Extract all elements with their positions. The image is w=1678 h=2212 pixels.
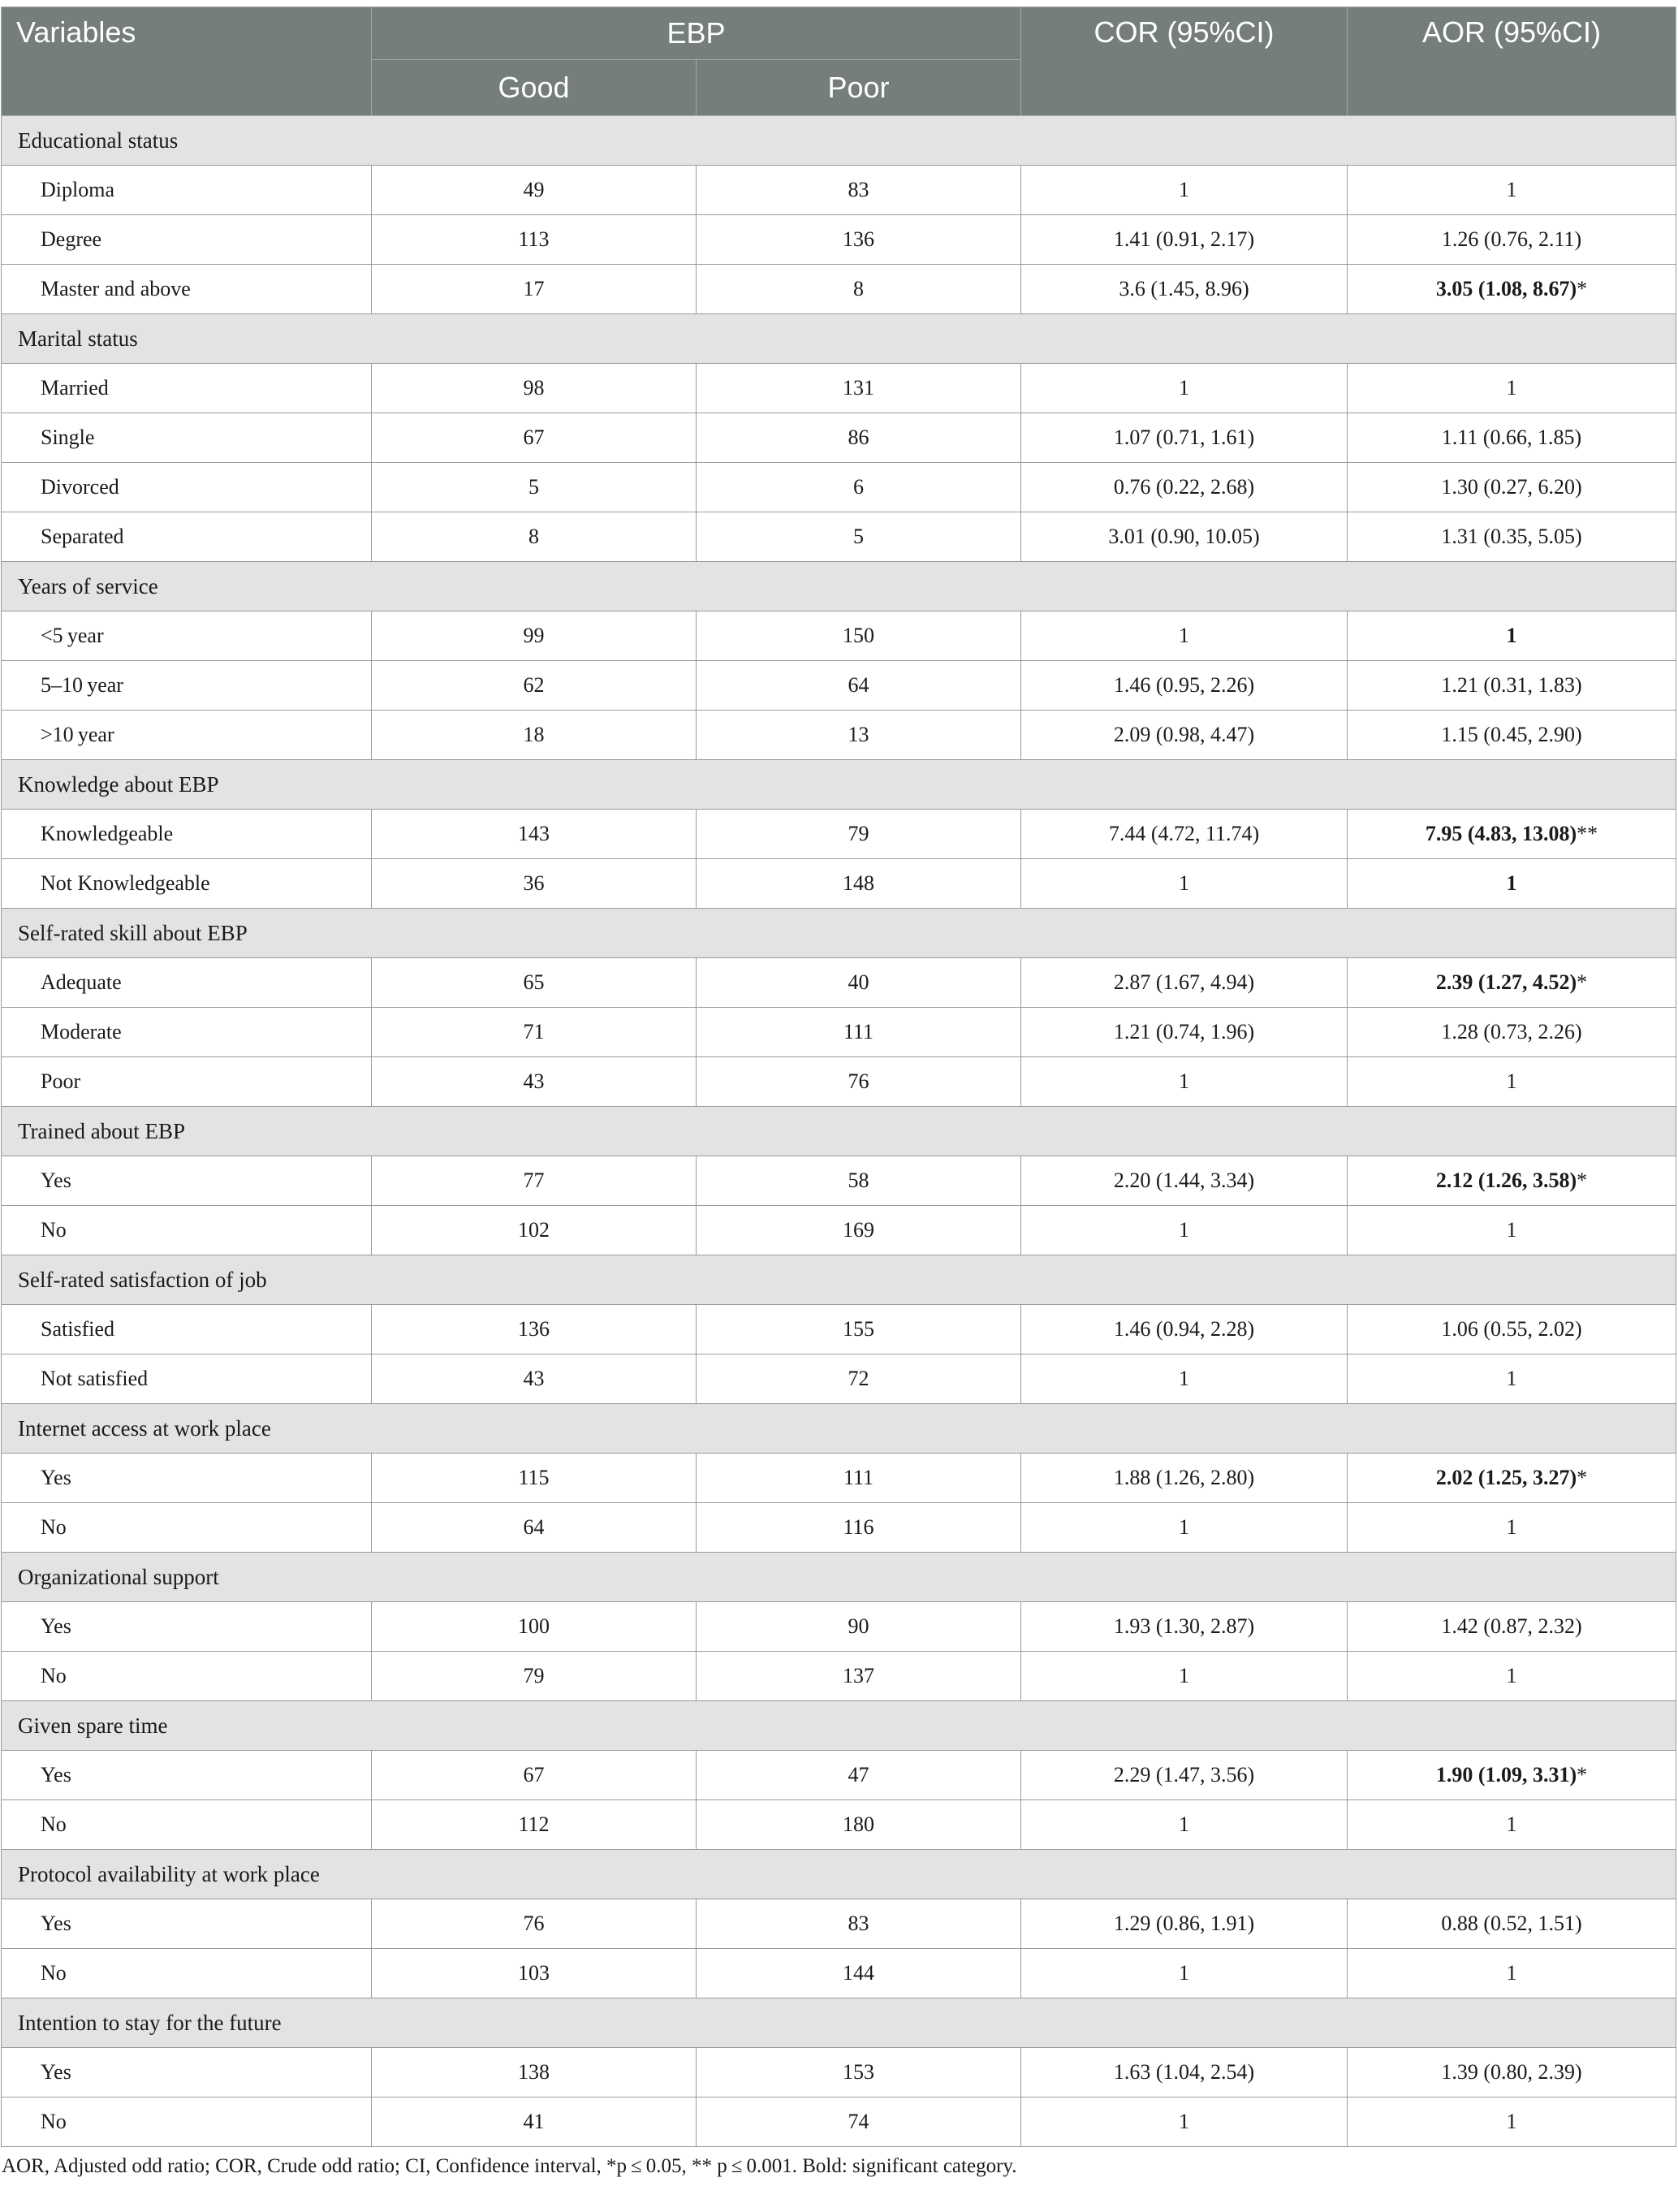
good-count: 103 bbox=[372, 1949, 697, 1998]
aor-cell bbox=[1348, 1057, 1676, 1107]
category-label: Years of service bbox=[2, 562, 1676, 611]
category-row bbox=[2, 1553, 1676, 1602]
good-count: 49 bbox=[372, 166, 697, 215]
table-row bbox=[2, 958, 1676, 1008]
cor-value: 1 bbox=[1021, 1503, 1348, 1553]
variable-level: No bbox=[2, 1652, 372, 1701]
aor-value: 1 bbox=[1506, 376, 1517, 400]
category-label: Trained about EBP bbox=[2, 1107, 1676, 1156]
aor-cell bbox=[1348, 1156, 1676, 1206]
good-count: 112 bbox=[372, 1800, 697, 1850]
variable-level: Yes bbox=[2, 1156, 372, 1206]
variable-level: Yes bbox=[2, 2048, 372, 2098]
poor-count: 136 bbox=[697, 215, 1021, 265]
poor-count: 72 bbox=[697, 1354, 1021, 1404]
header-good: Good bbox=[372, 60, 697, 116]
table-row bbox=[2, 1057, 1676, 1107]
variable-level: No bbox=[2, 2098, 372, 2147]
table-row bbox=[2, 1899, 1676, 1949]
significance-marker: * bbox=[1577, 1169, 1588, 1192]
variable-level: Yes bbox=[2, 1602, 372, 1652]
significance-marker: * bbox=[1577, 1763, 1588, 1786]
variable-level: <5 year bbox=[2, 611, 372, 661]
poor-count: 116 bbox=[697, 1503, 1021, 1553]
good-count: 67 bbox=[372, 1751, 697, 1800]
cor-value: 1 bbox=[1021, 364, 1348, 413]
category-row bbox=[2, 1998, 1676, 2048]
table-row bbox=[2, 1008, 1676, 1057]
table-row bbox=[2, 1454, 1676, 1503]
header-poor: Poor bbox=[697, 60, 1021, 116]
poor-count: 137 bbox=[697, 1652, 1021, 1701]
cor-value: 1 bbox=[1021, 1652, 1348, 1701]
header-variables: Variables bbox=[2, 7, 372, 116]
cor-value: 2.29 (1.47, 3.56) bbox=[1021, 1751, 1348, 1800]
cor-value: 1.07 (0.71, 1.61) bbox=[1021, 413, 1348, 463]
good-count: 67 bbox=[372, 413, 697, 463]
variable-level: Yes bbox=[2, 1751, 372, 1800]
cor-value: 1.93 (1.30, 2.87) bbox=[1021, 1602, 1348, 1652]
variable-level: Single bbox=[2, 413, 372, 463]
table-header bbox=[2, 7, 1676, 116]
poor-count: 169 bbox=[697, 1206, 1021, 1255]
good-count: 8 bbox=[372, 512, 697, 562]
category-row bbox=[2, 1107, 1676, 1156]
category-row bbox=[2, 562, 1676, 611]
cor-value: 1.21 (0.74, 1.96) bbox=[1021, 1008, 1348, 1057]
variable-level: Degree bbox=[2, 215, 372, 265]
cor-value: 1 bbox=[1021, 1949, 1348, 1998]
poor-count: 64 bbox=[697, 661, 1021, 711]
aor-cell bbox=[1348, 2048, 1676, 2098]
table-row bbox=[2, 463, 1676, 512]
aor-value: 0.88 (0.52, 1.51) bbox=[1441, 1912, 1582, 1935]
cor-value: 1.88 (1.26, 2.80) bbox=[1021, 1454, 1348, 1503]
poor-count: 153 bbox=[697, 2048, 1021, 2098]
cor-value: 1 bbox=[1021, 1057, 1348, 1107]
table-row bbox=[2, 1949, 1676, 1998]
category-label: Educational status bbox=[2, 116, 1676, 166]
good-count: 65 bbox=[372, 958, 697, 1008]
aor-cell bbox=[1348, 1008, 1676, 1057]
good-count: 17 bbox=[372, 265, 697, 314]
aor-cell bbox=[1348, 265, 1676, 314]
aor-value: 1 bbox=[1506, 178, 1517, 201]
poor-count: 6 bbox=[697, 463, 1021, 512]
aor-cell bbox=[1348, 1503, 1676, 1553]
aor-cell bbox=[1348, 1305, 1676, 1354]
aor-cell bbox=[1348, 958, 1676, 1008]
aor-cell bbox=[1348, 215, 1676, 265]
table-row bbox=[2, 711, 1676, 760]
poor-count: 180 bbox=[697, 1800, 1021, 1850]
aor-cell bbox=[1348, 661, 1676, 711]
variable-level: Master and above bbox=[2, 265, 372, 314]
category-row bbox=[2, 314, 1676, 364]
aor-cell bbox=[1348, 1949, 1676, 1998]
aor-value: 7.95 (4.83, 13.08) bbox=[1425, 822, 1577, 845]
poor-count: 148 bbox=[697, 859, 1021, 909]
aor-value: 1.06 (0.55, 2.02) bbox=[1441, 1317, 1582, 1341]
table-row bbox=[2, 1602, 1676, 1652]
cor-value: 1 bbox=[1021, 1206, 1348, 1255]
cor-value: 2.87 (1.67, 4.94) bbox=[1021, 958, 1348, 1008]
aor-cell bbox=[1348, 463, 1676, 512]
variable-level: Yes bbox=[2, 1454, 372, 1503]
poor-count: 144 bbox=[697, 1949, 1021, 1998]
aor-value: 1.30 (0.27, 6.20) bbox=[1441, 475, 1582, 499]
poor-count: 131 bbox=[697, 364, 1021, 413]
aor-value: 1.15 (0.45, 2.90) bbox=[1441, 723, 1582, 746]
cor-value: 0.76 (0.22, 2.68) bbox=[1021, 463, 1348, 512]
poor-count: 111 bbox=[697, 1008, 1021, 1057]
poor-count: 79 bbox=[697, 810, 1021, 859]
cor-value: 1.29 (0.86, 1.91) bbox=[1021, 1899, 1348, 1949]
category-row bbox=[2, 1404, 1676, 1454]
good-count: 98 bbox=[372, 364, 697, 413]
aor-value: 1.11 (0.66, 1.85) bbox=[1441, 426, 1582, 449]
good-count: 62 bbox=[372, 661, 697, 711]
poor-count: 47 bbox=[697, 1751, 1021, 1800]
poor-count: 76 bbox=[697, 1057, 1021, 1107]
variable-level: Diploma bbox=[2, 166, 372, 215]
variable-level: Adequate bbox=[2, 958, 372, 1008]
category-row bbox=[2, 760, 1676, 810]
good-count: 143 bbox=[372, 810, 697, 859]
variable-level: Divorced bbox=[2, 463, 372, 512]
table-row bbox=[2, 661, 1676, 711]
aor-value: 1.31 (0.35, 5.05) bbox=[1441, 525, 1582, 548]
aor-value: 2.02 (1.25, 3.27) bbox=[1435, 1466, 1577, 1489]
variable-level: No bbox=[2, 1503, 372, 1553]
cor-value: 1 bbox=[1021, 1354, 1348, 1404]
table-row bbox=[2, 166, 1676, 215]
table-row bbox=[2, 1156, 1676, 1206]
table-row bbox=[2, 215, 1676, 265]
table-row bbox=[2, 413, 1676, 463]
category-label: Self-rated skill about EBP bbox=[2, 909, 1676, 958]
aor-value: 1.90 (1.09, 3.31) bbox=[1435, 1763, 1577, 1786]
aor-cell bbox=[1348, 1602, 1676, 1652]
poor-count: 111 bbox=[697, 1454, 1021, 1503]
poor-count: 155 bbox=[697, 1305, 1021, 1354]
aor-cell bbox=[1348, 413, 1676, 463]
cor-value: 1.46 (0.95, 2.26) bbox=[1021, 661, 1348, 711]
poor-count: 40 bbox=[697, 958, 1021, 1008]
table-row bbox=[2, 265, 1676, 314]
poor-count: 86 bbox=[697, 413, 1021, 463]
variable-level: Married bbox=[2, 364, 372, 413]
good-count: 76 bbox=[372, 1899, 697, 1949]
category-row bbox=[2, 116, 1676, 166]
aor-value: 1 bbox=[1506, 1218, 1517, 1242]
aor-cell bbox=[1348, 1652, 1676, 1701]
variable-level: No bbox=[2, 1206, 372, 1255]
cor-value: 1 bbox=[1021, 859, 1348, 909]
aor-value: 1 bbox=[1506, 1069, 1517, 1093]
variable-level: >10 year bbox=[2, 711, 372, 760]
aor-cell bbox=[1348, 1354, 1676, 1404]
variable-level: Poor bbox=[2, 1057, 372, 1107]
table-row bbox=[2, 1206, 1676, 1255]
cor-value: 3.01 (0.90, 10.05) bbox=[1021, 512, 1348, 562]
significance-marker: * bbox=[1577, 277, 1588, 300]
cor-value: 1 bbox=[1021, 1800, 1348, 1850]
aor-cell bbox=[1348, 810, 1676, 859]
aor-cell bbox=[1348, 166, 1676, 215]
aor-value: 1.21 (0.31, 1.83) bbox=[1441, 673, 1582, 697]
aor-value: 1.42 (0.87, 2.32) bbox=[1441, 1614, 1582, 1638]
good-count: 136 bbox=[372, 1305, 697, 1354]
category-label: Protocol availability at work place bbox=[2, 1850, 1676, 1899]
cor-value: 3.6 (1.45, 8.96) bbox=[1021, 265, 1348, 314]
aor-cell bbox=[1348, 1800, 1676, 1850]
category-label: Intention to stay for the future bbox=[2, 1998, 1676, 2048]
table-row bbox=[2, 810, 1676, 859]
poor-count: 83 bbox=[697, 1899, 1021, 1949]
good-count: 41 bbox=[372, 2098, 697, 2147]
aor-cell bbox=[1348, 1206, 1676, 1255]
aor-value: 1 bbox=[1506, 1664, 1517, 1687]
good-count: 79 bbox=[372, 1652, 697, 1701]
good-count: 71 bbox=[372, 1008, 697, 1057]
aor-value: 1.26 (0.76, 2.11) bbox=[1441, 227, 1582, 251]
aor-cell bbox=[1348, 859, 1676, 909]
good-count: 77 bbox=[372, 1156, 697, 1206]
table-row bbox=[2, 364, 1676, 413]
results-table-container bbox=[1, 6, 1676, 2178]
significance-marker: * bbox=[1577, 1466, 1588, 1489]
aor-value: 1 bbox=[1506, 2110, 1517, 2133]
poor-count: 5 bbox=[697, 512, 1021, 562]
aor-value: 2.39 (1.27, 4.52) bbox=[1435, 970, 1577, 994]
category-label: Self-rated satisfaction of job bbox=[2, 1255, 1676, 1305]
variable-level: Separated bbox=[2, 512, 372, 562]
aor-value: 1 bbox=[1506, 1961, 1517, 1985]
significance-marker: * bbox=[1577, 970, 1588, 994]
good-count: 18 bbox=[372, 711, 697, 760]
good-count: 36 bbox=[372, 859, 697, 909]
category-label: Internet access at work place bbox=[2, 1404, 1676, 1454]
variable-level: No bbox=[2, 1949, 372, 1998]
variable-level: No bbox=[2, 1800, 372, 1850]
cor-value: 1 bbox=[1021, 166, 1348, 215]
poor-count: 83 bbox=[697, 166, 1021, 215]
aor-cell bbox=[1348, 1751, 1676, 1800]
table-row bbox=[2, 2048, 1676, 2098]
cor-value: 1.41 (0.91, 2.17) bbox=[1021, 215, 1348, 265]
aor-cell bbox=[1348, 1454, 1676, 1503]
variable-level: 5–10 year bbox=[2, 661, 372, 711]
variable-level: Not Knowledgeable bbox=[2, 859, 372, 909]
table-row bbox=[2, 611, 1676, 661]
cor-value: 1 bbox=[1021, 611, 1348, 661]
category-row bbox=[2, 1255, 1676, 1305]
significance-marker: ** bbox=[1577, 822, 1598, 845]
good-count: 43 bbox=[372, 1354, 697, 1404]
variable-level: Yes bbox=[2, 1899, 372, 1949]
poor-count: 8 bbox=[697, 265, 1021, 314]
category-label: Given spare time bbox=[2, 1701, 1676, 1751]
good-count: 99 bbox=[372, 611, 697, 661]
variable-level: Not satisfied bbox=[2, 1354, 372, 1404]
variable-level: Knowledgeable bbox=[2, 810, 372, 859]
good-count: 138 bbox=[372, 2048, 697, 2098]
good-count: 102 bbox=[372, 1206, 697, 1255]
aor-cell bbox=[1348, 711, 1676, 760]
aor-value: 1.28 (0.73, 2.26) bbox=[1441, 1020, 1582, 1043]
aor-value: 3.05 (1.08, 8.67) bbox=[1435, 277, 1577, 300]
good-count: 100 bbox=[372, 1602, 697, 1652]
results-table bbox=[1, 6, 1676, 2147]
aor-cell bbox=[1348, 611, 1676, 661]
cor-value: 1 bbox=[1021, 2098, 1348, 2147]
variable-level: Moderate bbox=[2, 1008, 372, 1057]
category-row bbox=[2, 1850, 1676, 1899]
category-row bbox=[2, 909, 1676, 958]
table-body bbox=[2, 116, 1676, 2147]
footnote: AOR, Adjusted odd ratio; COR, Crude odd ratio; CI, Confidence interval, *p ≤ 0.05, ** p ≤ 0.001. Bold: significant category. bbox=[2, 2155, 1017, 2177]
cor-value: 7.44 (4.72, 11.74) bbox=[1021, 810, 1348, 859]
header-ebp: EBP bbox=[372, 7, 1021, 60]
aor-cell bbox=[1348, 2098, 1676, 2147]
table-row bbox=[2, 1354, 1676, 1404]
category-row bbox=[2, 1701, 1676, 1751]
table-row bbox=[2, 1800, 1676, 1850]
aor-value: 1 bbox=[1506, 1812, 1517, 1836]
category-label: Marital status bbox=[2, 314, 1676, 364]
table-row bbox=[2, 512, 1676, 562]
good-count: 64 bbox=[372, 1503, 697, 1553]
table-row bbox=[2, 1305, 1676, 1354]
aor-cell bbox=[1348, 1899, 1676, 1949]
table-row bbox=[2, 859, 1676, 909]
aor-value: 2.12 (1.26, 3.58) bbox=[1435, 1169, 1577, 1192]
cor-value: 2.20 (1.44, 3.34) bbox=[1021, 1156, 1348, 1206]
category-label: Knowledge about EBP bbox=[2, 760, 1676, 810]
poor-count: 58 bbox=[697, 1156, 1021, 1206]
cor-value: 1.63 (1.04, 2.54) bbox=[1021, 2048, 1348, 2098]
table-row bbox=[2, 1652, 1676, 1701]
table-row bbox=[2, 1751, 1676, 1800]
poor-count: 74 bbox=[697, 2098, 1021, 2147]
category-label: Organizational support bbox=[2, 1553, 1676, 1602]
good-count: 5 bbox=[372, 463, 697, 512]
aor-cell bbox=[1348, 364, 1676, 413]
header-cor: COR (95%CI) bbox=[1021, 7, 1348, 116]
aor-cell bbox=[1348, 512, 1676, 562]
cor-value: 2.09 (0.98, 4.47) bbox=[1021, 711, 1348, 760]
table-row bbox=[2, 1503, 1676, 1553]
poor-count: 13 bbox=[697, 711, 1021, 760]
poor-count: 150 bbox=[697, 611, 1021, 661]
variable-level: Satisfied bbox=[2, 1305, 372, 1354]
aor-value: 1.39 (0.80, 2.39) bbox=[1441, 2060, 1582, 2084]
header-aor: AOR (95%CI) bbox=[1348, 7, 1676, 116]
poor-count: 90 bbox=[697, 1602, 1021, 1652]
aor-value: 1 bbox=[1506, 1515, 1517, 1539]
aor-value: 1 bbox=[1506, 1367, 1517, 1390]
good-count: 43 bbox=[372, 1057, 697, 1107]
aor-value: 1 bbox=[1506, 871, 1517, 895]
good-count: 113 bbox=[372, 215, 697, 265]
good-count: 115 bbox=[372, 1454, 697, 1503]
cor-value: 1.46 (0.94, 2.28) bbox=[1021, 1305, 1348, 1354]
table-row bbox=[2, 2098, 1676, 2147]
aor-value: 1 bbox=[1506, 624, 1517, 647]
